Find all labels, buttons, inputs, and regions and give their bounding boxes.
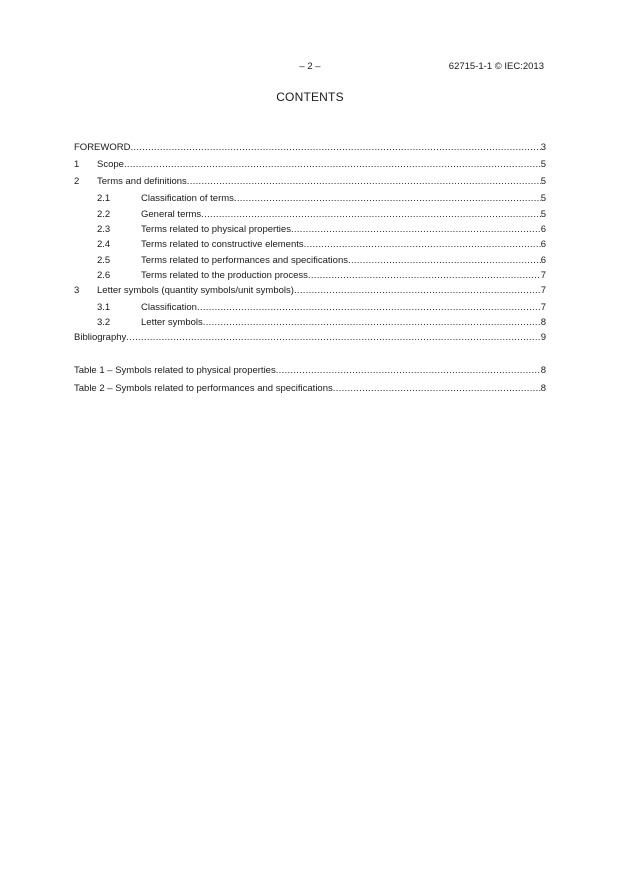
- leader-dots: [234, 192, 541, 205]
- toc-entry-label: Terms related to the production process: [141, 270, 308, 281]
- toc-entry-page: 9: [540, 332, 546, 343]
- toc-entry-number: 2.5: [97, 255, 111, 266]
- leader-dots: [130, 141, 540, 154]
- toc-entry-page: 6: [540, 224, 546, 235]
- toc-entry-label: Table 1 – Symbols related to physical properties: [74, 365, 276, 376]
- toc-entry-page: 7: [540, 285, 546, 296]
- toc-entry-label: Classification: [141, 302, 197, 313]
- toc-entry-label: Bibliography: [74, 332, 127, 343]
- toc-entry-bibliography[interactable]: [74, 331, 546, 344]
- leader-dots: [201, 208, 541, 221]
- leader-dots: [203, 316, 541, 329]
- toc-entry-page: 7: [540, 270, 546, 281]
- toc-entry-performances-and-specifications[interactable]: [74, 254, 546, 267]
- toc-entry-label: Terms related to performances and specifications: [141, 255, 348, 266]
- leader-dots: [348, 254, 541, 267]
- toc-entry-foreword[interactable]: [74, 141, 546, 154]
- toc-entry-page: 8: [540, 317, 546, 328]
- toc-entry-number: 3.1: [97, 302, 111, 313]
- toc-entry-letter-symbols[interactable]: [74, 316, 546, 329]
- leader-dots: [187, 175, 541, 188]
- toc-entry-label: Terms related to constructive elements: [141, 239, 304, 250]
- toc-entry-number: 3: [74, 285, 80, 296]
- toc-entry-label: Table 2 – Symbols related to performances and specifications: [74, 383, 333, 394]
- toc-entry-page: 8: [540, 383, 546, 394]
- toc-entry-number: 2: [74, 176, 80, 187]
- toc-entry-number: 2.3: [97, 224, 111, 235]
- leader-dots: [291, 223, 541, 236]
- leader-dots: [333, 382, 541, 395]
- toc-entry-number: 1: [74, 159, 80, 170]
- toc-entry-page: 5: [540, 176, 546, 187]
- toc-entry-label: Letter symbols: [141, 317, 203, 328]
- toc-entry-number: 3.2: [97, 317, 111, 328]
- toc-entry-number: 2.1: [97, 193, 111, 204]
- toc-entry-number: 2.6: [97, 270, 111, 281]
- toc-entry-page: 7: [540, 302, 546, 313]
- toc-entry-classification-of-terms[interactable]: [74, 192, 546, 205]
- leader-dots: [276, 364, 541, 377]
- document-reference: 62715-1-1 © IEC:2013: [448, 61, 544, 72]
- toc-entry-label: Terms related to physical properties: [141, 224, 291, 235]
- toc-entry-page: 5: [540, 209, 546, 220]
- toc-entry-letter-symbols-section[interactable]: [74, 284, 546, 297]
- leader-dots: [304, 238, 541, 251]
- toc-entry-label: Terms and definitions: [97, 176, 187, 187]
- toc-entry-table-2[interactable]: [74, 382, 546, 395]
- toc-entry-page: 6: [540, 239, 546, 250]
- toc-entry-general-terms[interactable]: [74, 208, 546, 221]
- toc-entry-number: 2.2: [97, 209, 111, 220]
- toc-entry-physical-properties[interactable]: [74, 223, 546, 236]
- leader-dots: [126, 331, 540, 344]
- toc-entry-label: Letter symbols (quantity symbols/unit symbols): [97, 285, 294, 296]
- toc-entry-page: 5: [540, 193, 546, 204]
- toc-entry-page: 3: [540, 142, 546, 153]
- toc-entry-table-1[interactable]: [74, 364, 546, 377]
- toc-entry-page: 5: [540, 159, 546, 170]
- leader-dots: [294, 284, 541, 297]
- toc-entry-label: General terms: [141, 209, 202, 220]
- toc-entry-label: Scope: [97, 159, 124, 170]
- toc-entry-label: Classification of terms: [141, 193, 234, 204]
- toc-entry-label: FOREWORD: [74, 142, 131, 153]
- toc-entry-page: 6: [540, 255, 546, 266]
- toc-entry-number: 2.4: [97, 239, 111, 250]
- toc-entry-constructive-elements[interactable]: [74, 238, 546, 251]
- leader-dots: [308, 269, 541, 282]
- toc-entry-scope[interactable]: [74, 158, 546, 171]
- toc-entry-page: 8: [540, 365, 546, 376]
- toc-entry-terms-and-definitions[interactable]: [74, 175, 546, 188]
- page-number: – 2 –: [299, 61, 321, 72]
- toc-entry-classification[interactable]: [74, 301, 546, 314]
- page-title: CONTENTS: [276, 90, 344, 104]
- leader-dots: [197, 301, 541, 314]
- toc-entry-production-process[interactable]: [74, 269, 546, 282]
- leader-dots: [124, 158, 541, 171]
